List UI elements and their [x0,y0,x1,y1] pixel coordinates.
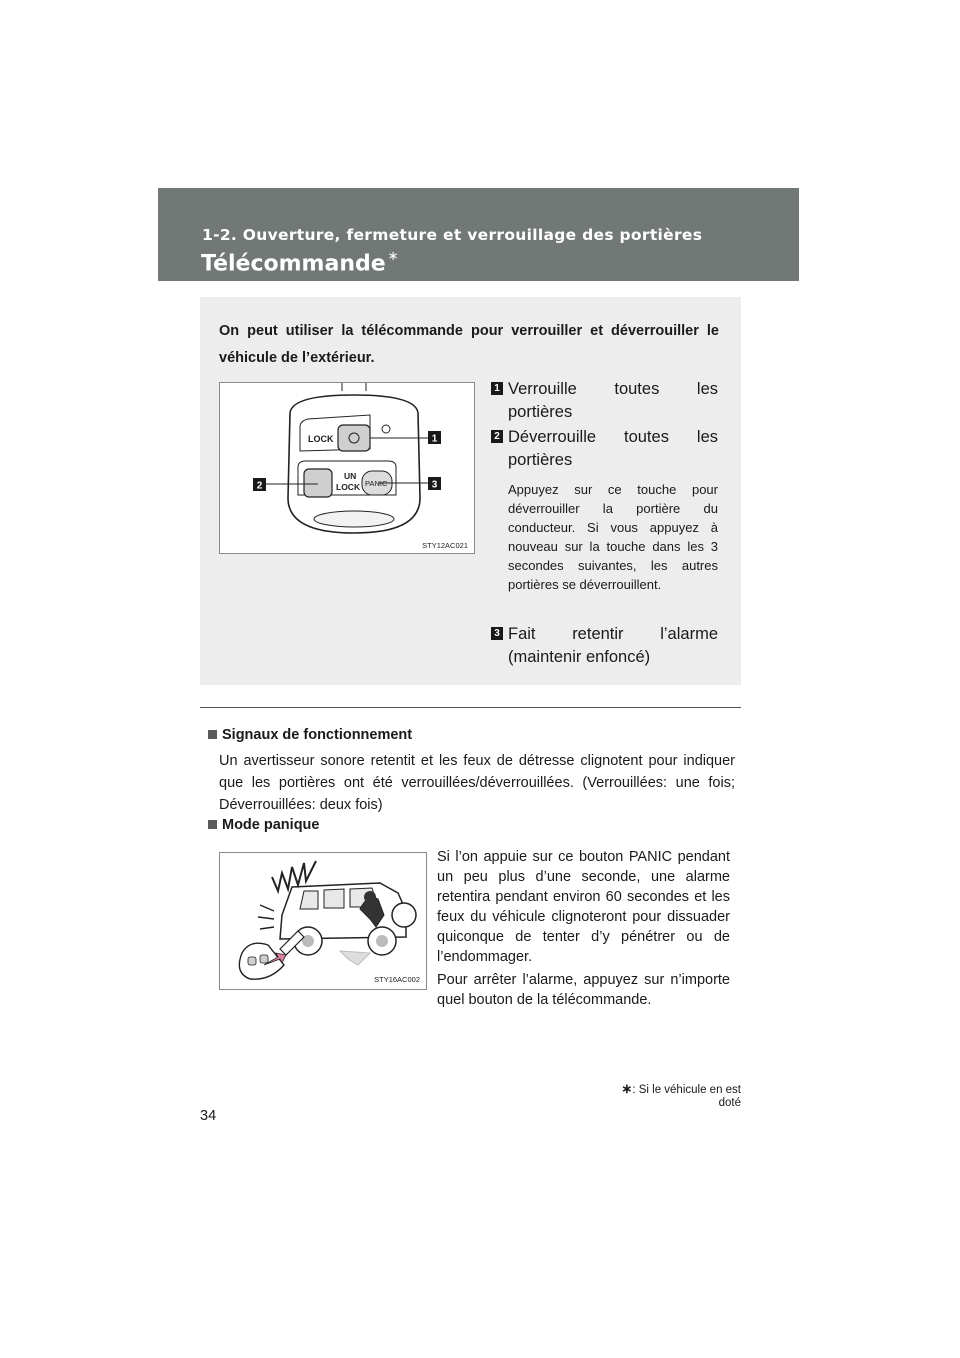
remote-control-illustration [220,383,474,553]
figure1-code: STY12AC021 [422,541,468,550]
panic-mode-illustration [220,853,426,989]
item-number-3: 3 [491,627,503,640]
page-title-text: Télécommande [201,251,386,277]
section-title: 1-2. Ouverture, fermeture et verrouillage des portières [202,226,703,244]
item-text-3: Fait retentir l’alarme (maintenir enfoncé) [508,625,718,666]
item-number-1: 1 [491,382,503,395]
unlock-label-line1: UN [344,471,357,481]
signals-heading-text: Signaux de fonctionnement [222,727,413,743]
remote-control-figure [219,382,475,554]
asterisk-icon: ∗ [621,1081,633,1096]
list-item-panic [491,623,718,669]
list-item-unlock [491,426,718,472]
page-title [201,251,399,276]
unlock-note: Appuyez sur ce touche pour déverrouiller la portière du conducteur. Si vous appuyez à nouveau sur la touche dans les 3 secondes suivantes, les autres portières se déverrouillent. [508,482,718,592]
item-text-1: Verrouille toutes les portières [508,380,718,421]
panic-heading-text: Mode panique [222,817,320,833]
callout-2: 2 [256,480,263,492]
item-text-2: Déverrouille toutes les portières [508,428,718,469]
panic-mode-figure [219,852,427,990]
callout-3: 3 [431,479,438,491]
panic-text-2: Pour arrêter l’alarme, appuyez sur n’importe quel bouton de la télécommande. [437,972,730,1008]
intro-text: On peut utiliser la télécommande pour verrouiller et déverrouiller le véhicule de l’extérieur. [219,323,719,366]
panic-text-1: Si l’on appuie sur ce bouton PANIC pendant un peu plus d’une seconde, une alarme retentira pendant environ 60 secondes et les feux du véhicule clignoteront pour dissuader quiconque de tenter d’y pénétrer ou de l’endommager. [437,849,730,965]
item-number-2: 2 [491,430,503,443]
bullet-square-icon [208,730,217,739]
optional-equipment-mark: ∗ [387,249,399,264]
section-divider [200,707,741,708]
lock-label: LOCK [308,434,334,444]
footnote [600,1081,741,1109]
list-item-lock [491,378,718,424]
page-number: 34 [200,1108,217,1124]
callout-1: 1 [431,433,438,445]
signals-text: Un avertisseur sonore retentit et les feux de détresse clignotent pour indiquer que les portières ont été verrouillées/déverrouillées. (Verrouillées: une fois; Déverrouillées: deux fois) [219,753,735,813]
panic-heading [208,817,319,833]
figure2-code: STY16AC002 [374,975,420,984]
unlock-label-line2: LOCK [336,482,361,492]
footnote-text: : Si le véhicule en est doté [632,1084,741,1109]
signals-heading [208,727,412,743]
bullet-square-icon [208,820,217,829]
panic-label: PANIC [365,479,388,488]
